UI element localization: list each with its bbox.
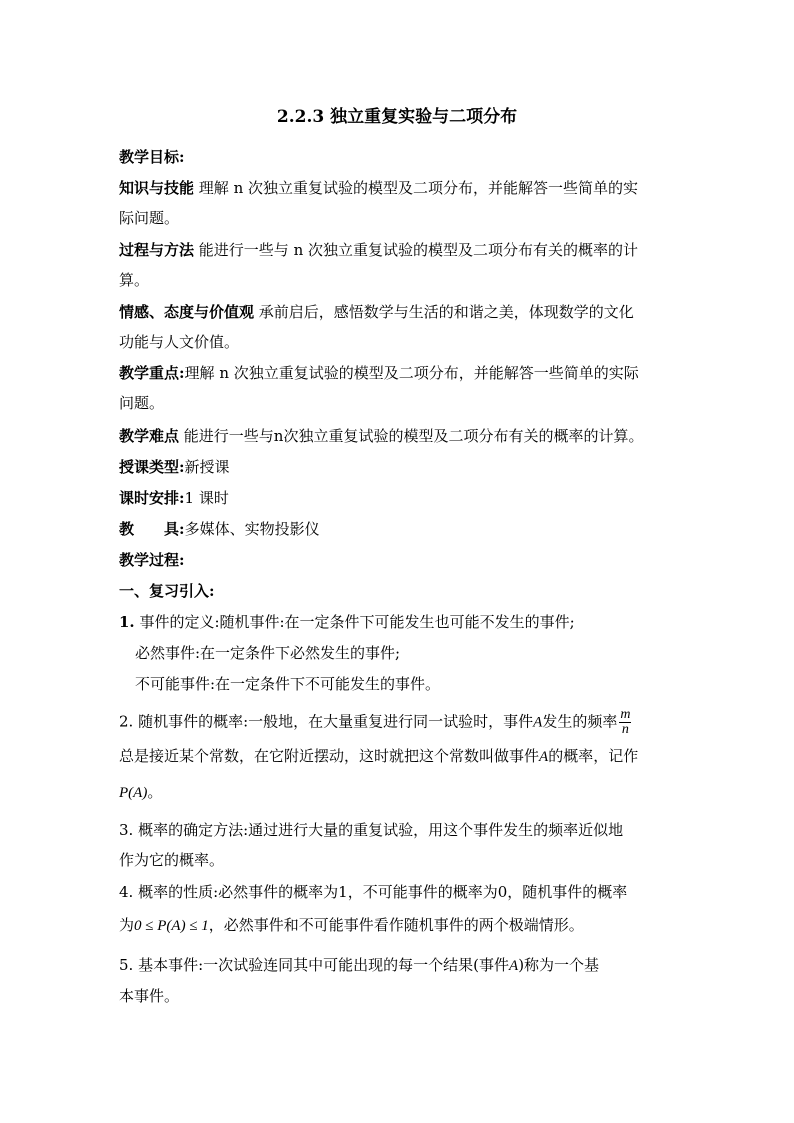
item5-text-1b: )称为一个基: [518, 956, 600, 974]
item2-text-1b: 发生的频率: [542, 712, 618, 731]
review-heading: 一、复习引入:: [119, 582, 215, 600]
emotion-line-2: 功能与人文价值。: [119, 333, 240, 351]
item2-text-2b: 的概率，记作: [548, 747, 639, 765]
process-text-1: 能进行一些与 n 次独立重复试验的模型及二项分布有关的概率的计: [198, 241, 638, 259]
item4-line-1: [119, 882, 627, 902]
difficulty-line: [119, 426, 643, 446]
item5-line-2: 本事件。: [119, 987, 180, 1005]
item1-line-3: 不可能事件:在一定条件下不可能发生的事件。: [135, 675, 441, 693]
item2-line-3: [119, 782, 162, 803]
item5-number: 5.: [119, 956, 134, 974]
process-label: 过程与方法: [119, 241, 195, 259]
item3-number: 3.: [119, 821, 134, 839]
item4-text-1b: ，不可能事件的概率为: [347, 883, 498, 901]
item3-line-1: [119, 820, 623, 840]
process-line-1: [119, 240, 638, 260]
probability-inequality: 0 ≤ P(A) ≤ 1: [134, 918, 209, 934]
item2-text-1a: 随机事件的概率:一般地，在大量重复进行同一试验时，事件: [138, 712, 534, 731]
item1-text-1: 事件的定义:随机事件:在一定条件下可能发生也可能不发生的事件;: [139, 613, 575, 631]
schedule-line: [119, 488, 229, 508]
item2-text-2a: 总是接近某个常数，在它附近摆动，这时就把这个常数叫做事件: [119, 747, 540, 765]
teaching-goals-heading: 教学目标:: [119, 148, 185, 166]
item2-text-3: 。: [147, 783, 163, 801]
item4-text-2a: 为: [119, 916, 135, 934]
fraction-denominator: n: [621, 722, 629, 737]
emotion-label: 情感、态度与价值观: [119, 303, 255, 321]
probability-expression: P(A): [119, 785, 148, 801]
lesson-type-line: [119, 457, 230, 477]
tools-label-b: 具:: [164, 520, 185, 538]
item4-text-2b: ，必然事件和不可能事件看作随机事件的两个极端情形。: [208, 916, 584, 934]
fraction-numerator: m: [620, 707, 631, 722]
item4-text-1c: ，随机事件的概率: [507, 883, 628, 901]
item2-number: 2.: [119, 712, 134, 731]
emotion-text-1: 承前启后，感悟数学与生活的和谐之美，体现数学的文化: [258, 303, 634, 321]
tools-value: 多媒体、实物投影仪: [184, 520, 320, 538]
difficulty-text: 能进行一些与n次独立重复试验的模型及二项分布有关的概率的计算。: [183, 427, 644, 445]
key-point-label: 教学重点:: [119, 364, 185, 382]
difficulty-label: 教学难点: [119, 427, 180, 445]
key-point-line-1: [119, 363, 639, 383]
item2-var-a: A: [533, 714, 543, 731]
document-title: 2.2.3 独立重复实验与二项分布: [276, 107, 518, 127]
tools-label-a: 教: [119, 520, 135, 538]
key-point-line-2: 问题。: [119, 394, 165, 412]
schedule-label: 课时安排:: [119, 489, 185, 507]
item4-text-1a: 概率的性质:必然事件的概率为: [138, 883, 339, 901]
item3-line-2: 作为它的概率。: [119, 851, 225, 869]
lesson-type-label: 授课类型:: [119, 458, 185, 476]
item2-line-1: [119, 708, 633, 737]
item1-line-2: 必然事件:在一定条件下必然发生的事件;: [135, 644, 401, 662]
process-heading: 教学过程:: [119, 551, 185, 569]
process-line-2: 算。: [119, 271, 150, 289]
item1-number: 1.: [119, 613, 135, 631]
item4-zero: 0: [497, 883, 508, 901]
item1-line-1: [119, 612, 575, 632]
item5-text-1a: 基本事件:一次试验连同其中可能出现的每一个结果(事件: [138, 956, 510, 974]
schedule-value: 1 课时: [184, 489, 229, 507]
knowledge-text-1: 理解 n 次独立重复试验的模型及二项分布，并能解答一些简单的实: [198, 179, 638, 197]
tools-line: [119, 519, 320, 539]
lesson-type-value: 新授课: [184, 458, 230, 476]
frequency-fraction: [619, 708, 631, 737]
item4-number: 4.: [119, 883, 134, 901]
emotion-line-1: [119, 302, 634, 322]
knowledge-line-2: 际问题。: [119, 209, 180, 227]
item3-text-1: 概率的确定方法:通过进行大量的重复试验，用这个事件发生的频率近似地: [138, 821, 624, 839]
knowledge-label: 知识与技能: [119, 179, 195, 197]
item4-one: 1: [338, 883, 348, 901]
item2-var-a-2: A: [539, 749, 549, 765]
item5-var-a: A: [509, 958, 519, 974]
item4-line-2: [119, 915, 584, 936]
item5-line-1: [119, 955, 599, 976]
item2-line-2: [119, 746, 638, 767]
knowledge-line-1: [119, 178, 638, 198]
key-point-text-1: 理解 n 次独立重复试验的模型及二项分布，并能解答一些简单的实际: [184, 364, 639, 382]
